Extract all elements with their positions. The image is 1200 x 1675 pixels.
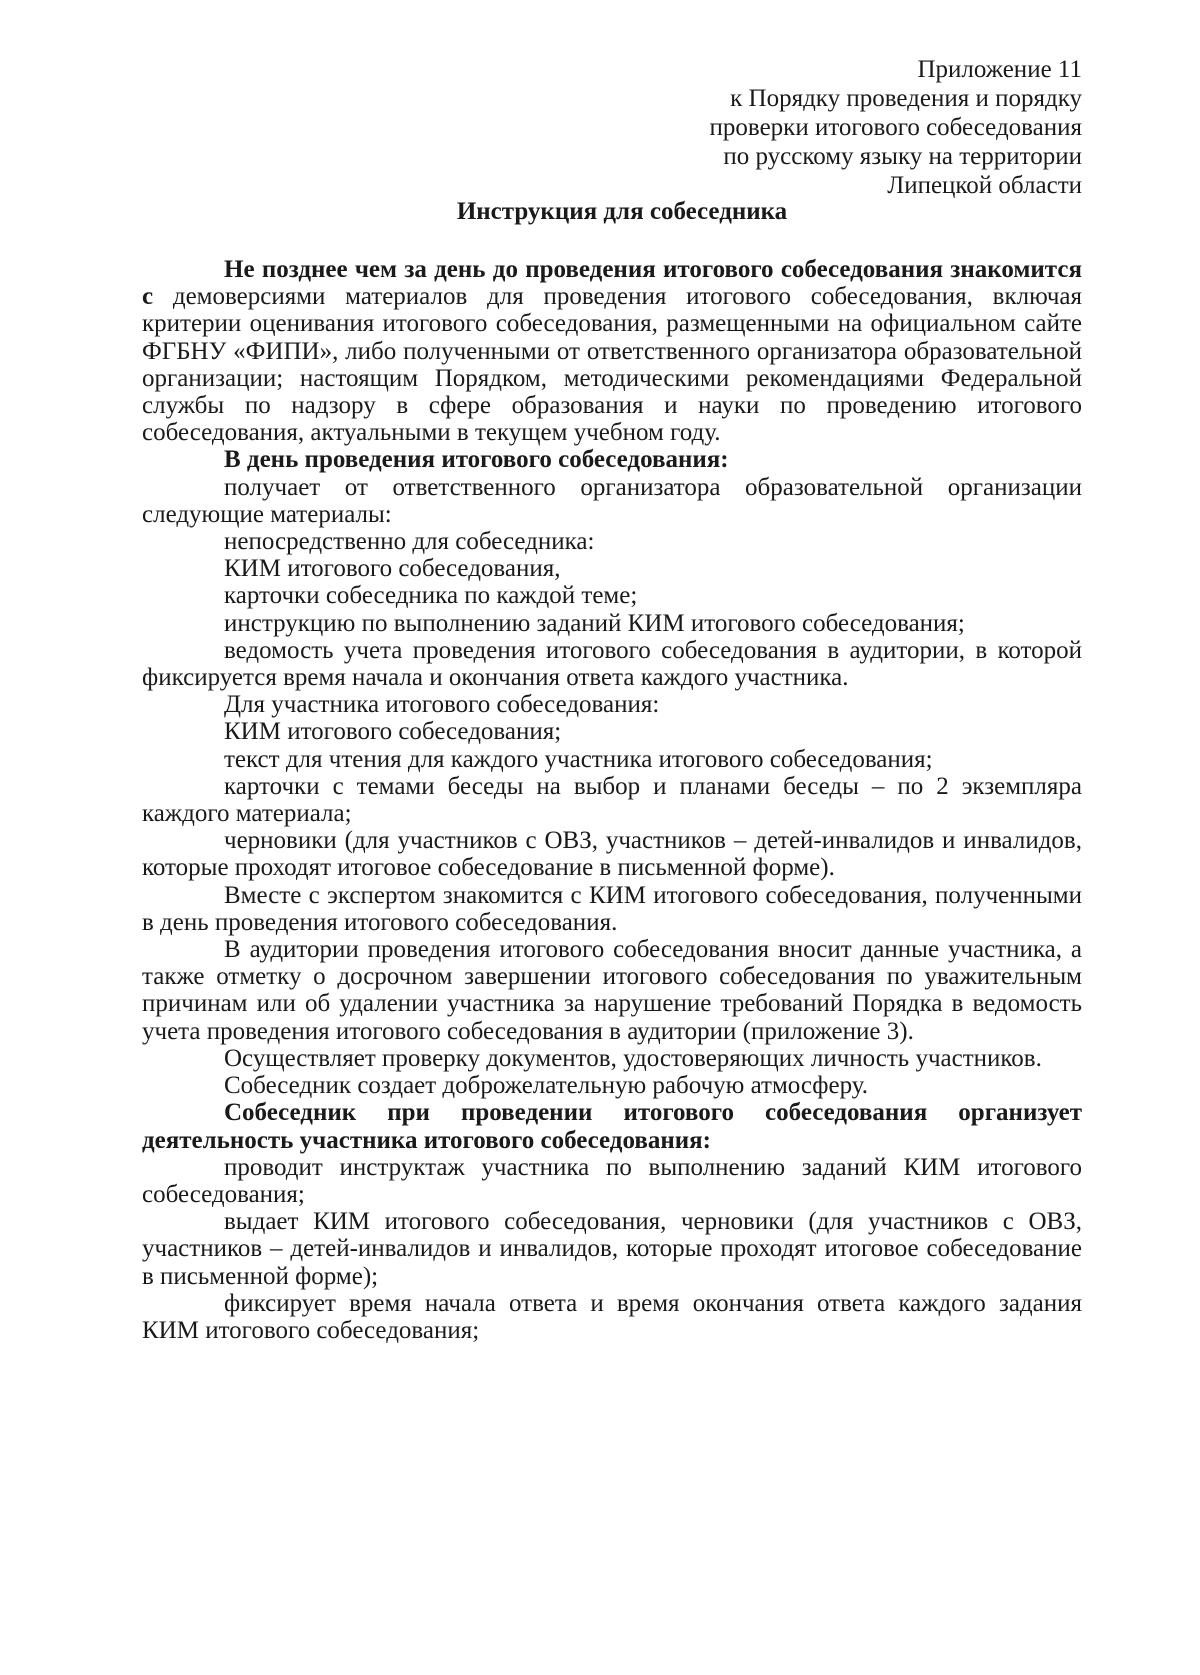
paragraph-preparation [142, 256, 1082, 446]
list-item: Для участника итогового собеседования: [224, 691, 660, 719]
section-heading-organization: Собеседник при проведении итогового собеседования организует деятельность участника итогового собеседования: [142, 1099, 1082, 1154]
list-item: КИМ итогового собеседования; [224, 718, 562, 746]
list-item: текст для чтения для каждого участника итогового собеседования; [224, 745, 933, 773]
appendix-line: к Порядку проведения и порядку [730, 85, 1082, 112]
list-item: КИМ итогового собеседования, [224, 555, 561, 583]
paragraph: Собеседник создает доброжелательную рабочую атмосферу. [224, 1072, 869, 1100]
paragraph: В аудитории проведения итогового собеседования вносит данные участника, а также отметку о досрочном завершении итогового собеседования по уважительным причинам или об удалении участника за нарушение требований Порядка в ведомость учета проведения итогового собеседования в аудитории (приложение 3). [142, 936, 1082, 1045]
section-heading-exam-day: В день проведения итогового собеседования: [224, 446, 729, 474]
document-title: Инструкция для собеседника [456, 198, 788, 225]
list-item: ведомость учета проведения итогового собеседования в аудитории, в которой фиксируется время начала и окончания ответа каждого участника. [142, 636, 1082, 692]
list-item: непосредственно для собеседника: [224, 528, 595, 556]
appendix-header [142, 55, 1082, 200]
appendix-line: проверки итогового собеседования [709, 114, 1082, 141]
list-item: фиксирует время начала ответа и время окончания ответа каждого задания КИМ итогового собеседования; [142, 1289, 1082, 1344]
paragraph-body: демоверсиями материалов для проведения итогового собеседования, включая критерии оценивания итогового собеседования, размещенными на официальном сайте ФГБНУ «ФИПИ», либо полученными от ответственного организатора образовательной организации; настоящим Порядком, методическими рекомендациями Федеральной службы по надзору в сфере образования и науки по проведению итогового собеседования, актуальными в текущем учебном году. [142, 283, 1082, 447]
list-item: карточки с темами беседы на выбор и планами беседы – по 2 экземпляра каждого материала; [142, 772, 1082, 828]
list-item: черновики (для участников с ОВЗ, участников – детей-инвалидов и инвалидов, которые проходят итоговое собеседование в письменной форме). [142, 827, 1082, 882]
paragraph-lead-bold: Не позднее чем за день до проведения итогового собеседования знакомится с [142, 256, 1082, 311]
list-item: выдает КИМ итогового собеседования, черновики (для участников с ОВЗ, участников – детей-инвалидов и инвалидов, которые проходят итоговое собеседование в письменной форме); [142, 1208, 1082, 1290]
list-item: проводит инструктаж участника по выполнению заданий КИМ итогового собеседования; [142, 1153, 1082, 1208]
list-item: карточки собеседника по каждой теме; [224, 582, 638, 610]
appendix-line: по русскому языку на территории [723, 143, 1082, 170]
paragraph: Осуществляет проверку документов, удостоверяющих личность участников. [224, 1044, 1042, 1072]
paragraph: получает от ответственного организатора образовательной организации следующие материалы: [142, 473, 1082, 528]
paragraph: Вместе с экспертом знакомится с КИМ итогового собеседования, полученными в день проведения итогового собеседования. [142, 881, 1082, 936]
appendix-line: Приложение 11 [917, 56, 1082, 83]
list-item: инструкцию по выполнению заданий КИМ итогового собеседования; [224, 609, 965, 637]
appendix-line: Липецкой области [887, 172, 1082, 199]
